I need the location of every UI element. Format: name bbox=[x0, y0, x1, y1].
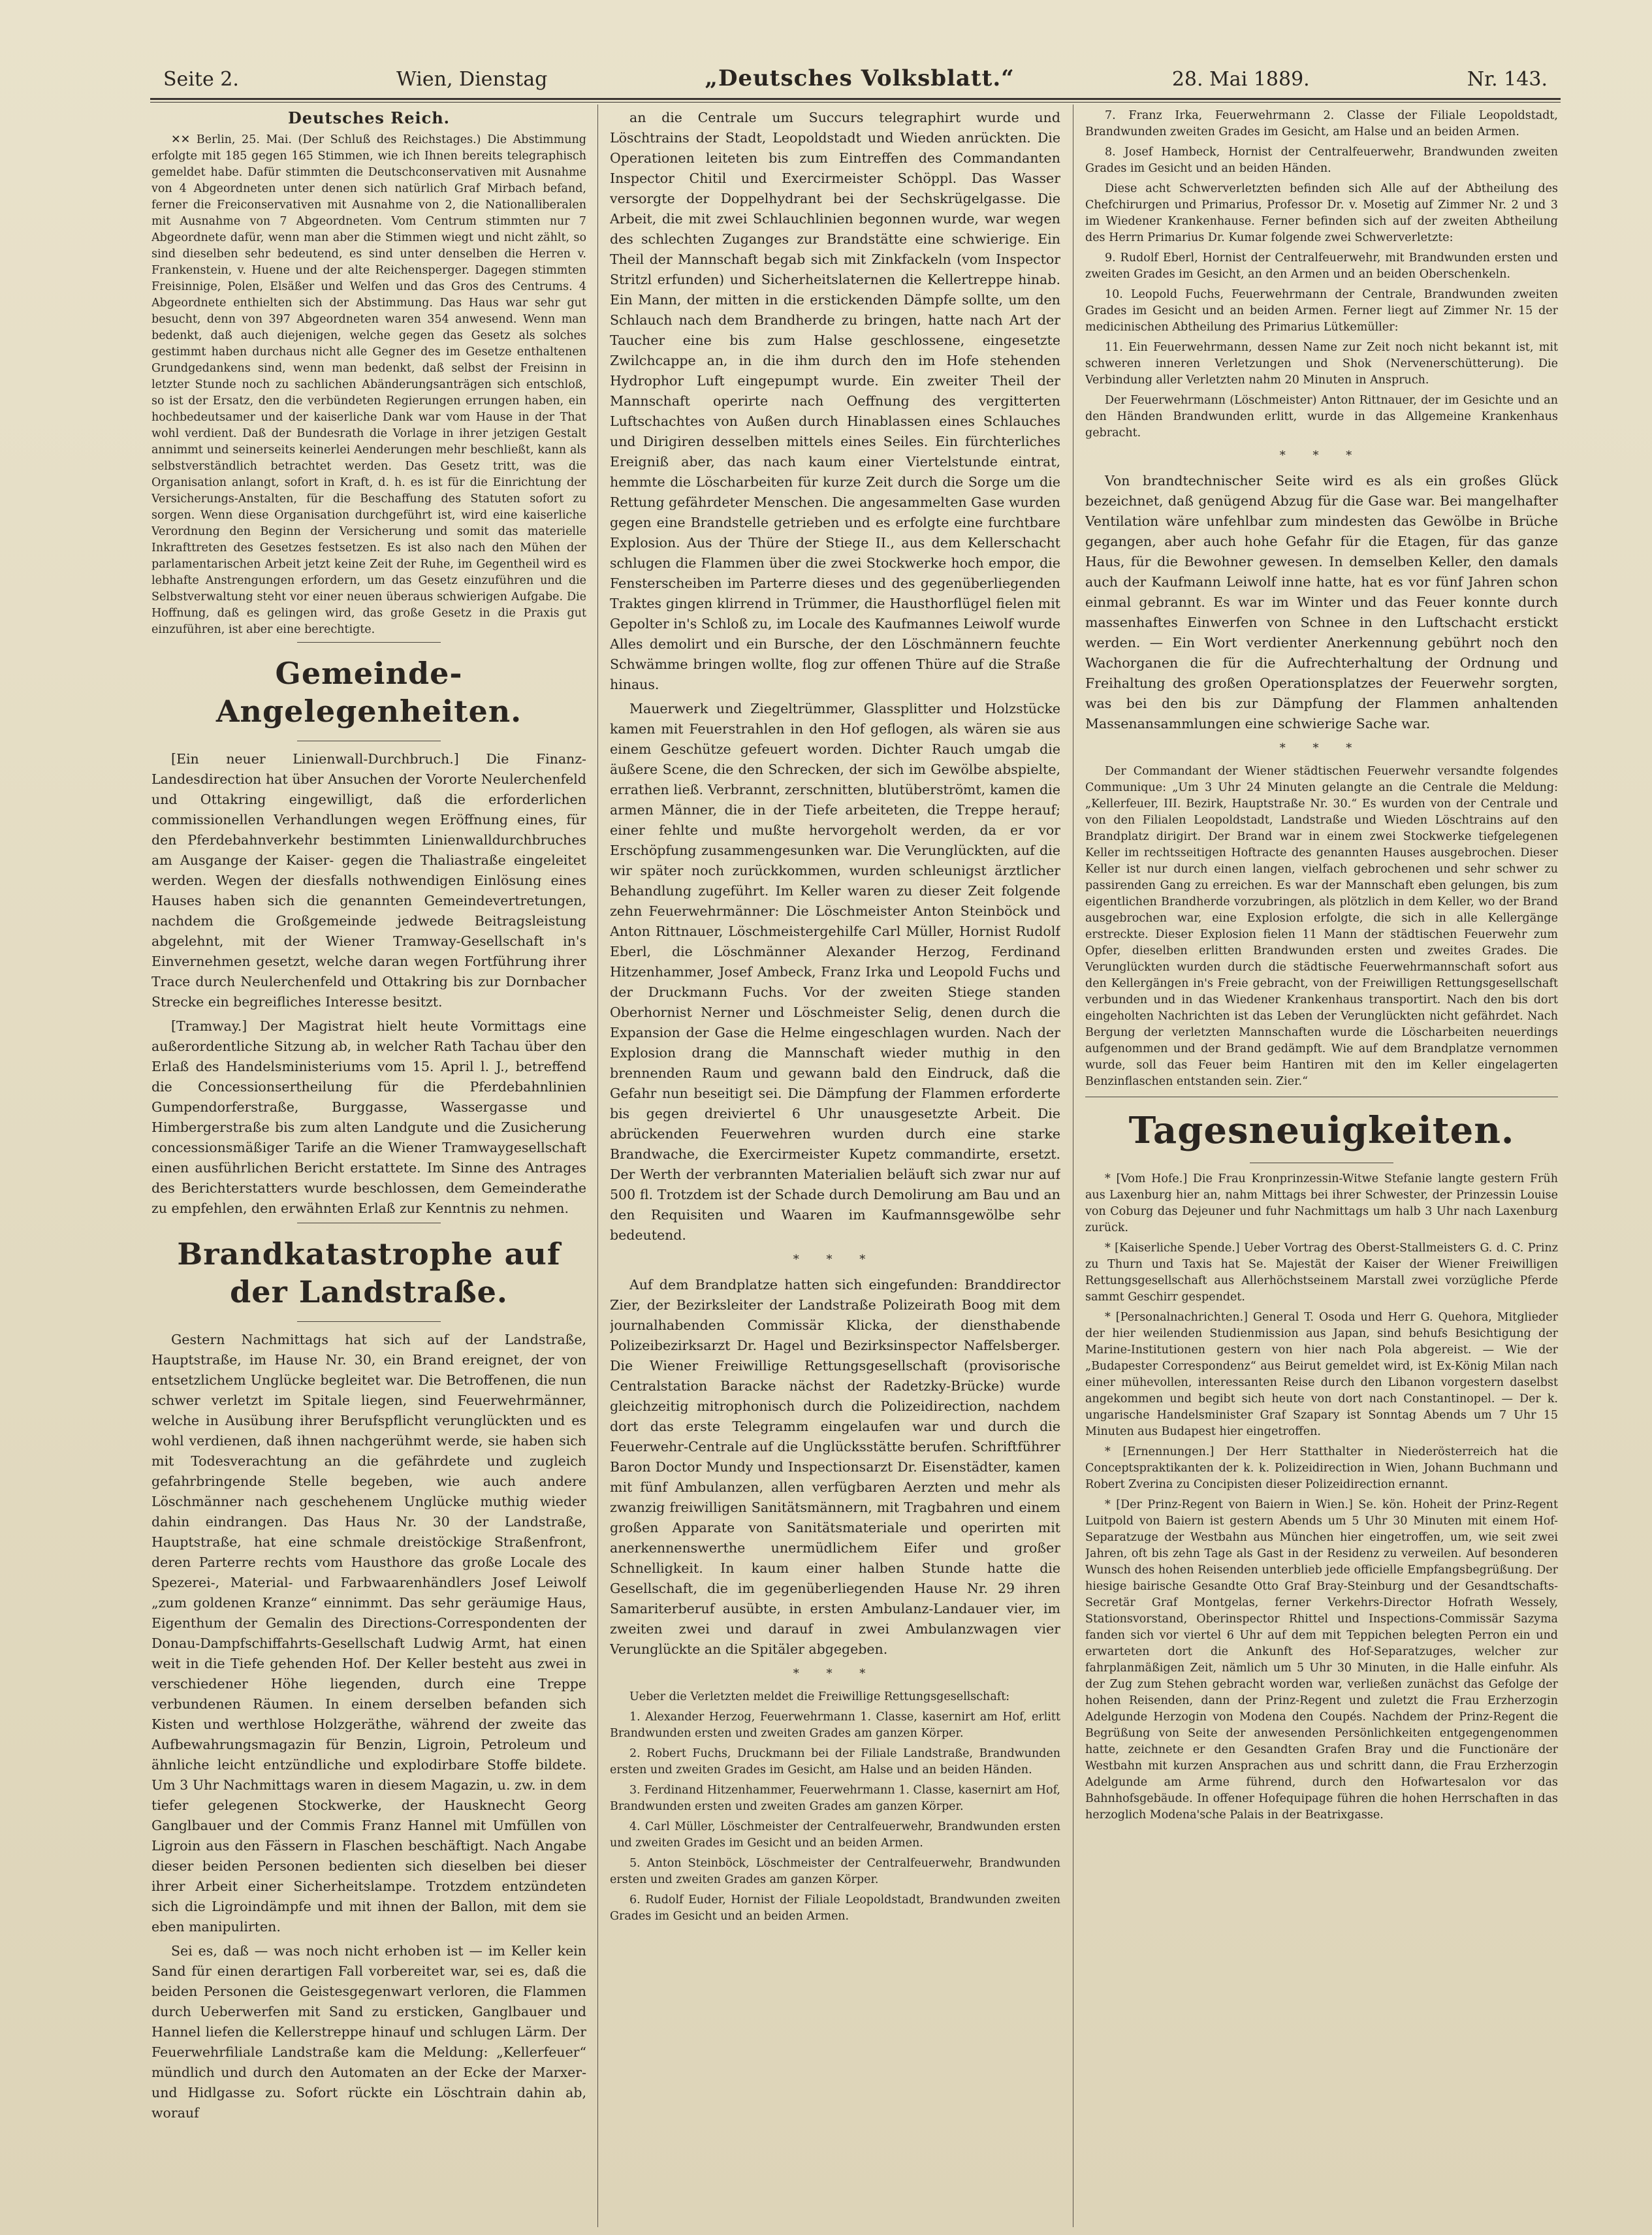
section-stars: * * * bbox=[793, 1667, 878, 1680]
article-paragraph: Ueber die Verletzten meldet die Freiwillige Rettungsgesellschaft: bbox=[629, 1690, 1010, 1703]
article-paragraph: Gestern Nachmittags hat sich auf der Landstraße, Hauptstraße, im Hause Nr. 30, ein Brand ereignet, der von entsetzlichem Unglücke begleitet war. Die Betroffenen, die nun schwer verletzt im Spitale liegen, sind Feuerwehrmänner, welche in Ausübung ihrer Berufspflicht verunglückten und es wohl verdienen, daß ihnen nachgerühmt werde, sie haben sich mit Todesverachtung an die gefährdete und zugleich gefahrbringende Stelle begeben, wie auch andere Löschmänner nach geschehenem Unglücke muthig wieder dahin eindrangen. Das Haus Nr. 30 der Landstraße, Hauptstraße, hat eine schmale dreistöckige Straßenfront, deren Parterre rechts vom Hausthore das große Locale des Spezerei-, Material- und Farbwaarenhändlers Josef Leiwolf „zum goldenen Kranze“ einnimmt. Das sehr geräumige Haus, Eigenthum der Gemalin des Directions-Correspondenten der Donau-Dampfschiffahrts-Gesellschaft Ludwig Armt, hat einen weit in die Tiefe gehenden Hof. Der Keller besteht aus zwei in verschiedener Höhe liegenden, durch eine Treppe verbundenen Räumen. In einem derselben befanden sich Kisten und werthlose Holzgeräthe, während der zweite das Aufbewahrungsmagazin für Benzin, Ligroin, Petroleum und ähnliche leicht entzündliche und explodirbare Stoffe bildete. Um 3 Uhr Nachmittags waren in diesem Magazin, u. zw. in dem tiefer gelegenen Stockwerke, der Hausknecht Georg Ganglbauer und der Commis Franz Hannel mit Umfüllen von Ligroin aus den Fässern in Flaschen beschäftigt. Nach Angabe dieser beiden Personen bedienten sich dieselben bei dieser ihrer Arbeit einer Sicherheitslampe. Trotzdem entzündeten sich die Ligroindämpfe und mit ihnen der Ballon, mit dem sie eben manipulirten. bbox=[151, 1332, 586, 1935]
section-heading: Deutsches Reich. bbox=[287, 108, 451, 127]
casualty-item: 2. Robert Fuchs, Druckmann bei der Filiale Landstraße, Brandwunden ersten und zweiten Grades im Gesicht, am Halse und an beiden Händen. bbox=[610, 1747, 1060, 1777]
page-number: Seite 2. bbox=[163, 68, 239, 91]
column-divider bbox=[597, 105, 598, 2227]
newspaper-title: „Deutsches Volksblatt.“ bbox=[705, 65, 1015, 91]
casualty-item: 5. Anton Steinböck, Löschmeister der Centralfeuerwehr, Brandwunden ersten und zweiten Grades am ganzen Körper. bbox=[610, 1857, 1060, 1886]
article-paragraph: [Ein neuer Linienwall-Durchbruch.] Die Finanz-Landesdirection hat über Ansuchen der Vororte Neulerchenfeld und Ottakring eingewilligt, daß die erforderlichen commissionellen Verhandlungen wegen Eröffnung eines, für den Pferdebahnverkehr bestimmten Linienwalldurchbruches am Ausgange der Kaiser- gegen die Thaliastraße eingeleitet werden. Wegen der diesfalls nothwendigen Einlösung eines Hauses haben sich die genannten Gemeindevertretungen, nachdem die Großgemeinde jedwede Beitragsleistung abgelehnt, mit der Wiener Tramway-Gesellschaft in's Einvernehmen gesetzt, welche daran wegen Fortführung ihrer Trace durch Neulerchenfeld und Ottakring bis zur Dornbacher Strecke ein begreifliches Interesse besitzt. bbox=[151, 751, 586, 1010]
casualty-item: 6. Rudolf Euder, Hornist der Filiale Leopoldstadt, Brandwunden zweiten Grades im Gesicht und an beiden Armen. bbox=[610, 1893, 1060, 1923]
header-rule-thin bbox=[150, 102, 1561, 103]
casualty-item: 1. Alexander Herzog, Feuerwehrmann 1. Classe, kasernirt am Hof, erlitt Brandwunden ersten und zweiten Grades am ganzen Körper. bbox=[610, 1711, 1060, 1740]
news-item: * [Ernennungen.] Der Herr Statthalter in Niederösterreich hat die Conceptspraktikanten der k. k. Polizeidirection in Wien, Johann Buchmann und Robert Zverina zu Concipisten dieser Polizeidirection ernannt. bbox=[1085, 1445, 1558, 1491]
casualty-item: 8. Josef Hambeck, Hornist der Centralfeuerwehr, Brandwunden zweiten Grades im Gesicht und an beiden Händen. bbox=[1085, 146, 1558, 175]
article-paragraph: Diese acht Schwerverletzten befinden sich Alle auf der Abtheilung des Chefchirurgen und Primarius, Professor Dr. v. Mosetig auf Zimmer Nr. 2 und 3 im Wiedener Krankenhause. Ferner befinden sich auf der zweiten Abtheilung des Herrn Primarius Dr. Kumar folgende zwei Schwerverletzte: bbox=[1085, 182, 1558, 244]
article-paragraph: Mauerwerk und Ziegeltrümmer, Glassplitter und Holzstücke kamen mit Feuerstrahlen in den Hof geflogen, als wären sie aus einem Geschütze gefeuert worden. Dichter Rauch umgab die äußere Scene, die den Schrecken, der sich im Gewölbe abspielte, errathen ließ. Verbrannt, zerschnitten, blutüberströmt, kamen die armen Männer, die in der Tiefe arbeiteten, die Treppe herauf; einer fehlte und mußte hervorgeholt werden, da er vor Erschöpfung zusammengesunken war. Die Verunglückten, auf die wir später noch zurückkommen, wurden schleunigst ärztlicher Behandlung zugeführt. Im Keller waren zu dieser Zeit folgende zehn Feuerwehrmänner: Die Löschmeister Anton Steinböck und Anton Rittnauer, Löschmeistergehilfe Carl Müller, Hornist Rudolf Eberl, die Löschmänner Alexander Herzog, Ferdinand Hitzenhammer, Josef Ambeck, Franz Irka und Leopold Fuchs und der Druckmann Fuchs. Vor der zweiten Stiege standen Oberhornist Nerner und Löschmeister Selig, denen durch die Expansion der Gase die Helme eingeschlagen wurden. Nach der Explosion drang die Mannschaft wieder muthig in den brennenden Raum und gewann bald den Eindruck, daß die Gefahr nun beseitigt sei. Die Dämpfung der Flammen erforderte bis gegen dreiviertel 6 Uhr unausgesetzte Arbeit. Die abrückenden Feuerwehren wurden durch eine starke Brandwache, die Exercirmeister Kupetz commandirte, ersetzt. Der Werth der verbrannten Materialien beläuft sich zwar nur auf 500 fl. Trotzdem ist der Schade durch Demolirung am Bau und an den Requisiten und Waaren im Kaufmannsgewölbe sehr bedeutend. bbox=[610, 701, 1060, 1243]
place-date: Wien, Dienstag bbox=[396, 68, 548, 91]
divider bbox=[297, 1321, 441, 1322]
headline: Brandkatastrophe auf der Landstraße. bbox=[177, 1236, 561, 1310]
news-item: * [Personalnachrichten.] General T. Osoda und Herr G. Quehora, Mitglieder der hier weilenden Studienmission aus Japan, sind behufs Besichtigung der Marine-Institutionen gestern von hier nach Pola abgereist. — Wie der „Budapester Correspondenz“ aus Beirut gemeldet wird, ist Ex-König Milan nach einer mühevollen, interessanten Reise durch den Libanon vorgestern daselbst angekommen und begibt sich heute von dort nach Constantinopel. — Der k. ungarische Handelsminister Graf Szapary ist Sonntag Abends um 7 Uhr 15 Minuten aus Budapest hier eingetroffen. bbox=[1085, 1311, 1558, 1438]
casualty-item: 11. Ein Feuerwehrmann, dessen Name zur Zeit noch nicht bekannt ist, mit schweren inneren Verletzungen und Shok (Nervenerschütterung). Die Verbindung aller Verletzten nahm 20 Minuten in Anspruch. bbox=[1085, 341, 1558, 387]
article-paragraph: Von brandtechnischer Seite wird es als ein großes Glück bezeichnet, daß genügend Abzug für die Gase war. Bei mangelhafter Ventilation wäre unfehlbar zum mindesten das Gewölbe in Brüche gegangen, aber auch hohe Gefahr für die Etagen, für das ganze Haus, für die Bewohner gewesen. In demselben Keller, den damals auch der Kaufmann Leiwolf inne hatte, hat es vor fünf Jahren schon einmal gebrannt. Es war im Winter und das Feuer konnte durch massenhaftes Einwerfen von Schnee in den Luftschacht erstickt werden. — Ein Wort verdienter Anerkennung gebührt noch den Wachorganen die für die Aufrechterhaltung der Ordnung und Freihaltung des großen Operationsplatzes der Feuerwehr sorgten, was bei den bis zur Dämpfung der Flammen anhaltenden Massenansammlungen eine schwierige Sache war. bbox=[1085, 473, 1558, 732]
article-paragraph: ✕✕ Berlin, 25. Mai. (Der Schluß des Reichstages.) Die Abstimmung erfolgte mit 185 gegen 165 Stimmen, wie ich Ihnen bereits telegraphisch gemeldet habe. Dafür stimmten die Deutschconservativen mit Ausnahme von 4 Abgeordneten unter denen sich natürlich Graf Mirbach befand, ferner die Freiconservativen mit Ausnahme von 2, die Nationalliberalen mit Ausnahme von 7 Abgeordneten. Vom Centrum stimmten nur 7 Abgeordnete dafür, wenn man aber die Stimmen wiegt und nicht zählt, so sind dieselben sehr bedeutend, es sind unter denselben die Herren v. Frankenstein, v. Huene und der alte Reichensperger. Dagegen stimmten Freisinnige, Polen, Elsäßer und Welfen und das Gros des Centrums. 4 Abgeordnete enthielten sich der Abstimmung. Das Haus war sehr gut besucht, denn von 397 Abgeordneten waren 354 anwesend. Wenn man bedenkt, daß auch diejenigen, welche gegen das Gesetz als solches gestimmt haben durchaus nicht alle Gegner des im Gesetze enthaltenen Grundgedankens sind, wenn man bedenkt, daß selbst der Freisinn in letzter Stunde noch zu sachlichen Abänderungsanträgen sich entschloß, so ist der Ersatz, den die verbündeten Regierungen errungen haben, ein hochbedeutsamer und der kaiserliche Dank war vom Hause in der That wohl verdient. Daß der Bundesrath die Vorlage in ihrer jetzigen Gestalt annimmt und seinerseits keinerlei Aenderungen mehr beschließt, kann als selbstverständlich betrachtet werden. Das Gesetz tritt, was die Organisation anlangt, sofort in Kraft, d. h. es ist für die Einrichtung der Versicherungs-Anstalten, für die Beschaffung des Statuten sofort zu sorgen. Wenn diese Organisation durchgeführt ist, wird eine kaiserliche Verordnung den Beginn der Versicherung und somit das materielle Inkrafttreten des Gesetzes festsetzen. Es ist also nach den Mühen der parlamentarischen Arbeit jetzt keine Zeit der Ruhe, im Gegentheil wird es lebhafte Anstrengungen erfordern, um das Gesetz einzuführen und die Selbstverwaltung steht vor einer neuen überaus schwierigen Aufgabe. Die Hoffnung, daß es gelingen wird, das große Gesetz in die Praxis gut einzuführen, ist aber eine berechtigte. bbox=[151, 133, 586, 636]
column-2 bbox=[610, 108, 1060, 2224]
casualty-item: 10. Leopold Fuchs, Feuerwehrmann der Centrale, Brandwunden zweiten Grades im Gesicht und an beiden Armen. Ferner liegt auf Zimmer Nr. 15 der medicinischen Abtheilung des Primarius Lütkemüller: bbox=[1085, 288, 1558, 334]
column-3 bbox=[1085, 108, 1558, 2224]
article-paragraph: an die Centrale um Succurs telegraphirt wurde und Löschtrains der Stadt, Leopoldstadt und Wieden anrückten. Die Operationen leiteten bis zum Eintreffen des Commandanten Inspector Chitil und Exercirmeister Schöppl. Das Wasser versorgte der Doppelhydrant bei der Sechskrügelgasse. Die Arbeit, die mit zwei Schlauchlinien begonnen wurde, war wegen des schlechten Zuganges zur Brandstätte eine schwierige. Ein Theil der Mannschaft begab sich mit Zinkfackeln (vom Inspector Stritzl erfunden) und Sicherheitslaternen die Kellertreppe hinab. Ein Mann, der mitten in die erstickenden Dämpfe sollte, um den Schlauch nach dem Brandherde zu bringen, hatte nach Art der Taucher eine bis zum Halse geschlossene, eingesetzte Zwilchcappe an, in die ihm durch den im Hofe stehenden Hydrophor Luft eingepumpt wurde. Ein zweiter Theil der Mannschaft operirte nach Oeffnung des vergitterten Luftschachtes von Außen durch Hinablassen eines Schlauches und Dirigiren desselben mittels eines Seiles. Ein fürchterliches Ereigniß aber, das nach kaum einer Viertelstunde eintrat, hemmte die Löscharbeiten für kurze Zeit durch die Sorge um die Rettung gefährdeter Menschen. Die angesammelten Gase wurden gegen eine Brandstelle getrieben und es erfolgte eine furchtbare Explosion. Aus der Thüre der Stiege II., aus dem Kellerschacht schlugen die Flammen über die zwei Stockwerke hoch empor, die Fensterscheiben im Parterre dieses und des gegenüberliegenden Traktes gingen klirrend in Trümmer, die Hausthorflügel fielen mit Gepolter in's Schloß zu, im Locale des Kaufmannes Leiwolf wurde Alles demolirt und ein Bursche, der den Löschmännern feuchte Schwämme bringen wollte, flog zur offenen Thüre auf die Straße hinaus. bbox=[610, 110, 1060, 692]
divider bbox=[297, 642, 441, 643]
article-paragraph: Der Feuerwehrmann (Löschmeister) Anton Rittnauer, der im Gesichte und an den Händen Brandwunden erlitt, wurde in das Allgemeine Krankenhaus gebracht. bbox=[1085, 394, 1558, 440]
headline: Tagesneuigkeiten. bbox=[1128, 1109, 1515, 1152]
article-paragraph: Der Commandant der Wiener städtischen Feuerwehr versandte folgendes Communique: „Um 3 Uhr 24 Minuten gelangte an die Centrale die Meldung: „Kellerfeuer, III. Bezirk, Hauptstraße Nr. 30.“ Es wurden von der Centrale und von den Filialen Leopoldstadt, Landstraße und Wieden Löschtrains auf den Brandplatz dirigirt. Der Brand war in einem zwei Stockwerke tiefgelegenen Keller im rechtsseitigen Hoftracte des genannten Hauses ausgebrochen. Dieser Keller ist nur durch einen langen, vielfach gebrochenen und sehr schwer zu passirenden Gang zu erreichen. Es war der Mannschaft eben gelungen, bis zum eigentlichen Brandherde vorzubringen, als plötzlich in dem Keller, wo der Brand ausgebrochen war, eine Explosion erfolgte, die sich in alle Kellergänge erstreckte. Dieser Explosion fielen 11 Mann der städtischen Feuerwehr zum Opfer, dieselben erlitten Brandwunden ersten und zweites Grades. Die Verunglückten wurden durch die städtische Feuerwehrmannschaft sofort aus den Kellergängen in's Freie gebracht, von der Freiwilligen Rettungsgesellschaft verbunden und in das Wiedener Krankenhaus transportirt. Nach den bis dort eingeholten Nachrichten ist das Leben der Verunglückten nicht gefährdet. Nach Bergung der verletzten Mannschaften wurde die Löscharbeiten neuerdings aufgenommen und der Brand gedämpft. Wie auf dem Brandplatze vernommen wurde, soll das Feuer beim Hantiren mit den im Keller eingelagerten Benzinflaschen entstanden sein. Zier.“ bbox=[1085, 765, 1558, 1088]
header-rule bbox=[150, 98, 1561, 100]
casualty-item: 4. Carl Müller, Löschmeister der Centralfeuerwehr, Brandwunden ersten und zweiten Grades im Gesicht und an beiden Armen. bbox=[610, 1820, 1060, 1850]
article-paragraph: Sei es, daß — was noch nicht erhoben ist — im Keller kein Sand für einen derartigen Fall vorbereitet war, sei es, daß die beiden Personen die Geistesgegenwart verloren, die Flammen durch Ueberwerfen mit Sand zu ersticken, Ganglbauer und Hannel liefen die Kellerstreppe hinauf und schlugen Lärm. Der Feuerwehrfiliale Landstraße kam die Meldung: „Kellerfeuer“ mündlich und durch den Automaten an der Ecke der Marxer- und Hidlgasse zu. Sofort rückte ein Löschtrain dahin ab, worauf bbox=[151, 1943, 586, 2121]
casualty-item: 3. Ferdinand Hitzenhammer, Feuerwehrmann 1. Classe, kasernirt am Hof, Brandwunden ersten und zweiten Grades am ganzen Körper. bbox=[610, 1784, 1060, 1813]
headline: Gemeinde-Angelegenheiten. bbox=[215, 656, 522, 729]
news-item: * [Der Prinz-Regent von Baiern in Wien.] Se. kön. Hoheit der Prinz-Regent Luitpold von Baiern ist gestern Abends um 5 Uhr 30 Minuten mit einem Hof-Separatzuge der Westbahn aus München hier eingetroffen, um, wie seit zwei Jahren, oft bis zehn Tage als Gast in der Residenz zu verweilen. Auf besonderen Wunsch des hohen Reisenden unterblieb jede officielle Empfangsbegrüßung. Der hiesige bairische Gesandte Otto Graf Bray-Steinburg und der Gesandtschafts-Secretär Graf Montgelas, ferner Verkehrs-Director Hofrath Wessely, Stationsvorstand, Oberinspector Rhittel und Inspections-Commissär Sazyma fanden sich vor viertel 6 Uhr auf dem mit Teppichen belegten Perron ein und erwarteten dort die Ankunft des Hof-Separatzuges, welcher zur fahrplanmäßigen Zeit, nämlich um 5 Uhr 30 Minuten, in die Halle einfuhr. Als der Zug zum Stehen gebracht worden war, verließen zunächst das Gefolge der hohen Reisenden, dann der Prinz-Regent und zuletzt die Frau Erzherzogin Adelgunde Herzogin von Modena den Coupés. Nachdem der Prinz-Regent die Begrüßung von Seite der anwesenden Persönlichkeiten entgegengenommen hatte, zeichnete er den Gesandten Grafen Bray und die Functionäre der Westbahn mit kurzen Ansprachen aus und schritt dann, die Frau Erzherzogin Adelgunde am Arme führend, durch den Hofwartesalon vor das Bahnhofsgebäude. In offener Hofequipage führen die hohen Herrschaften in das herzoglich Modena'sche Palais in der Beatrixgasse. bbox=[1085, 1498, 1558, 1822]
news-item: * [Kaiserliche Spende.] Ueber Vortrag des Oberst-Stallmeisters G. d. C. Prinz zu Thurn und Taxis hat Se. Majestät der Kaiser der Wiener Freiwilligen Rettungsgesellschaft aus Allerhöchstseinem Marstall zwei vorzügliche Pferde sammt Geschirr gespendet. bbox=[1085, 1242, 1558, 1304]
casualty-item: 9. Rudolf Eberl, Hornist der Centralfeuerwehr, mit Brandwunden ersten und zweiten Grades im Gesicht, an den Armen und an beiden Oberschenkeln. bbox=[1085, 251, 1558, 281]
column-1 bbox=[151, 108, 586, 2224]
section-stars: * * * bbox=[793, 1253, 878, 1266]
page-header bbox=[163, 65, 1548, 97]
article-paragraph: [Tramway.] Der Magistrat hielt heute Vormittags eine außerordentliche Sitzung ab, in welcher Rath Tachau über den Erlaß des Handelsministeriums vom 15. April l. J., betreffend die Concessionsertheilung für die Pferdebahnlinien Gumpendorferstraße, Burggasse, Wassergasse und Himbergerstraße bis zum alten Landgute und die Zusicherung concessionsmäßiger Tarife an die Wiener Tramwaygesellschaft einen ausführlichen Bericht erstattete. Im Sinne des Antrages des Berichterstatters wurde beschlossen, dem Gemeinderathe zu empfehlen, den erwähnten Erlaß zur Kenntnis zu nehmen. bbox=[151, 1018, 586, 1216]
casualty-item: 7. Franz Irka, Feuerwehrmann 2. Classe der Filiale Leopoldstadt, Brandwunden zweiten Grades im Gesicht, am Halse und an beiden Armen. bbox=[1085, 109, 1558, 138]
section-stars: * * * bbox=[1279, 741, 1364, 755]
issue-date: 28. Mai 1889. bbox=[1171, 68, 1310, 91]
news-item: * [Vom Hofe.] Die Frau Kronprinzessin-Witwe Stefanie langte gestern Früh aus Laxenburg hier an, nahm Mittags bei ihrer Schwester, der Prinzessin Louise von Coburg das Dejeuner und fuhr Nachmittags um halb 3 Uhr nach Laxenburg zurück. bbox=[1085, 1172, 1558, 1234]
article-paragraph: Auf dem Brandplatze hatten sich eingefunden: Branddirector Zier, der Bezirksleiter der Landstraße Polizeirath Boog mit dem journalhabenden Commissär Klicka, der diensthabende Polizeibezirksarzt Dr. Hagel und Bezirksinspector Naffelsberger. Die Wiener Freiwillige Rettungsgesellschaft (provisorische Centralstation Baracke nächst der Radetzky-Brücke) wurde gleichzeitig mitrophonisch durch die Polizeidirection, nachdem dort das erste Telegramm eingelaufen war und durch die Feuerwehr-Centrale auf die Unglücksstätte berufen. Schriftführer Baron Doctor Mundy und Inspectionsarzt Dr. Eisenstädter, kamen mit fünf Ambulanzen, allen verfügbaren Aerzten und mehr als zwanzig freiwilligen Sanitätsmännern, mit Tragbahren und einem großen Apparate von Sanitätsmateriale und operirten mit anerkennenswerthe unermüdlichem Eifer und großer Schnelligkeit. In kaum einer halben Stunde hatte die Gesellschaft, die im gegenüberliegenden Hause Nr. 29 ihren Samariterberuf ausübte, in ersten Ambulanz-Landauer vier, im zweiten zwei und darauf in zwei Ambulanzwagen vier Verunglückte an die Spitäler abgegeben. bbox=[610, 1277, 1060, 1657]
section-stars: * * * bbox=[1279, 449, 1364, 462]
issue-number: Nr. 143. bbox=[1467, 68, 1548, 91]
